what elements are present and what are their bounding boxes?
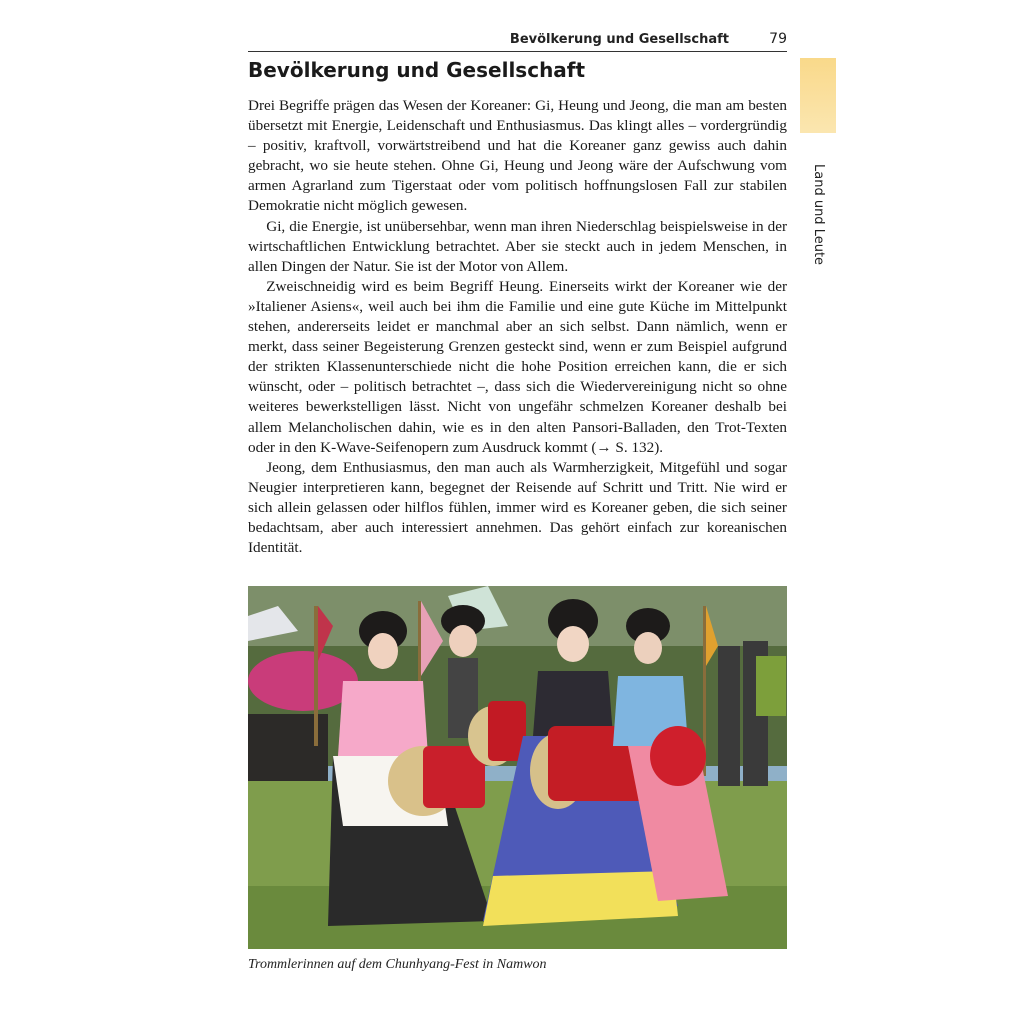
paragraph: Zweischneidig wird es beim Begriff Heung. Einerseits wirkt der Koreaner wie der »Italiener Asiens«, weil auch bei ihm die Familie und eine gute Küche im Mittelpunkt stehen, andererseits leidet er manchmal aber an sich selbst. Dann nämlich, wenn er merkt, dass seiner Begeisterung Grenzen gesteckt sind, wenn er zum Beispiel aufgrund der strikten Klassenunterschiede nicht die hohe Position erreichen kann, die er sich wünscht, oder – politisch betrachtet –, dass sich die Wiedervereinigung nicht so ohne weiteres bewerkstelligen lässt. Nicht von ungefähr schmelzen Koreaner deshalb bei allem Melancholischen dahin, wie es in den alten Pansori-Balladen, den Trot-Texten oder in den K-Wave-Seifenopern zum Ausdruck kommt (→ S. 132). xyxy=(248,277,787,456)
section-title: Bevölkerung und Gesellschaft xyxy=(248,58,586,82)
paragraph: Gi, die Energie, ist unübersehbar, wenn man ihren Niederschlag beispielsweise in der wirtschaftlichen Entwicklung betrachtet. Aber sie steckt auch in jedem Menschen, in allen Dingen der Natur. Sie ist der Motor von Allem. xyxy=(248,217,787,275)
photo-caption: Trommlerinnen auf dem Chunhyang-Fest in Namwon xyxy=(248,957,547,972)
page-number: 79 xyxy=(769,31,787,47)
chapter-color-tab xyxy=(800,58,836,133)
body-text xyxy=(248,96,787,558)
chapter-side-label: Land und Leute xyxy=(811,164,826,266)
running-head: Bevölkerung und Gesellschaft xyxy=(509,32,729,47)
festival-photo xyxy=(248,586,787,949)
paragraph: Jeong, dem Enthusiasmus, den man auch als Warmherzigkeit, Mitgefühl und sogar Neugier interpretieren kann, begegnet der Reisende auf Schritt und Tritt. Nie wird er sich allein gelassen oder hilflos fühlen, immer wird es Koreaner geben, die sich seiner bedachtsam, aber auch interessiert annehmen. Das gehört einfach zur koreanischen Identität. xyxy=(248,458,787,557)
page-header xyxy=(248,30,787,52)
paragraph: Drei Begriffe prägen das Wesen der Koreaner: Gi, Heung und Jeong, die man am besten übersetzt mit Energie, Leidenschaft und Enthusiasmus. Das klingt alles – vordergründig – positiv, kraftvoll, vorwärtstreibend und hat die Koreaner ganz gewiss auch dahin gebracht, wo sie heute stehen. Ohne Gi, Heung und Jeong wäre der Aufschwung vom armen Agrarland zum Tigerstaat oder vom politisch hoffnungslosen Fall zur stabilen Demokratie nicht möglich gewesen. xyxy=(248,97,787,215)
